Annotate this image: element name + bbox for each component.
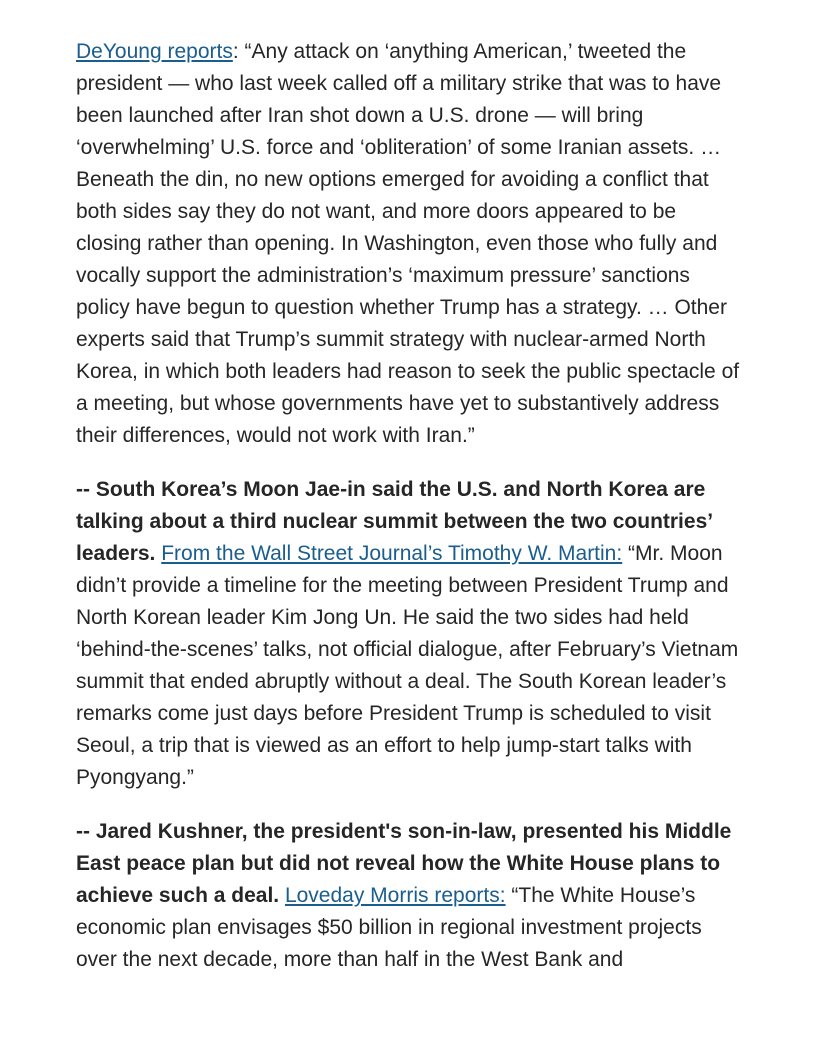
paragraph-moon-headline: -- South Korea’s Moon Jae-in said the U.S. and North Korea are talking about a third nuclear summit between the two countries’ leaders. (76, 478, 712, 565)
deyoung-reports-link[interactable]: DeYoung reports (76, 40, 233, 63)
paragraph-deyoung (76, 36, 746, 452)
paragraph-moon-text: “Mr. Moon didn’t provide a timeline for the meeting between President Trump and North Korean leader Kim Jong Un. He said the two sides had held ‘behind-the-scenes’ talks, not official dialogue, after February’s Vietnam summit that ended abruptly without a deal. The South Korean leader’s remarks come just days before President Trump is scheduled to visit Seoul, a trip that is viewed as an effort to help jump-start talks with Pyongyang.” (76, 542, 739, 789)
loveday-morris-link[interactable]: Loveday Morris reports: (284, 884, 506, 907)
paragraph-kushner-text: “The White House’s economic plan envisages $50 billion in regional investment projects over the next decade, more than half in the West Bank and (76, 884, 702, 971)
article-body (76, 36, 746, 998)
wsj-timothy-martin-link[interactable]: From the Wall Street Journal’s Timothy W. Martin: (161, 542, 623, 565)
paragraph-moon-jae-in (76, 474, 746, 794)
paragraph-kushner (76, 816, 746, 976)
paragraph-kushner-headline: -- Jared Kushner, the president's son-in-law, presented his Middle East peace plan but did not reveal how the White House plans to achieve such a deal. (76, 820, 732, 907)
paragraph-deyoung-text: : “Any attack on ‘anything American,’ tweeted the president — who last week called off a military strike that was to have been launched after Iran shot down a U.S. drone — will bring ‘overwhelming’ U.S. force and ‘obliteration’ of some Iranian assets. … Beneath the din, no new options emerged for avoiding a conflict that both sides say they do not want, and more doors appeared to be closing rather than opening. In Washington, even those who fully and vocally support the administration’s ‘maximum pressure’ sanctions policy have begun to question whether Trump has a strategy. … Other experts said that Trump’s summit strategy with nuclear-armed North Korea, in which both leaders had reason to seek the public spectacle of a meeting, but whose governments have yet to substantively address their differences, would not work with Iran.” (76, 40, 740, 447)
